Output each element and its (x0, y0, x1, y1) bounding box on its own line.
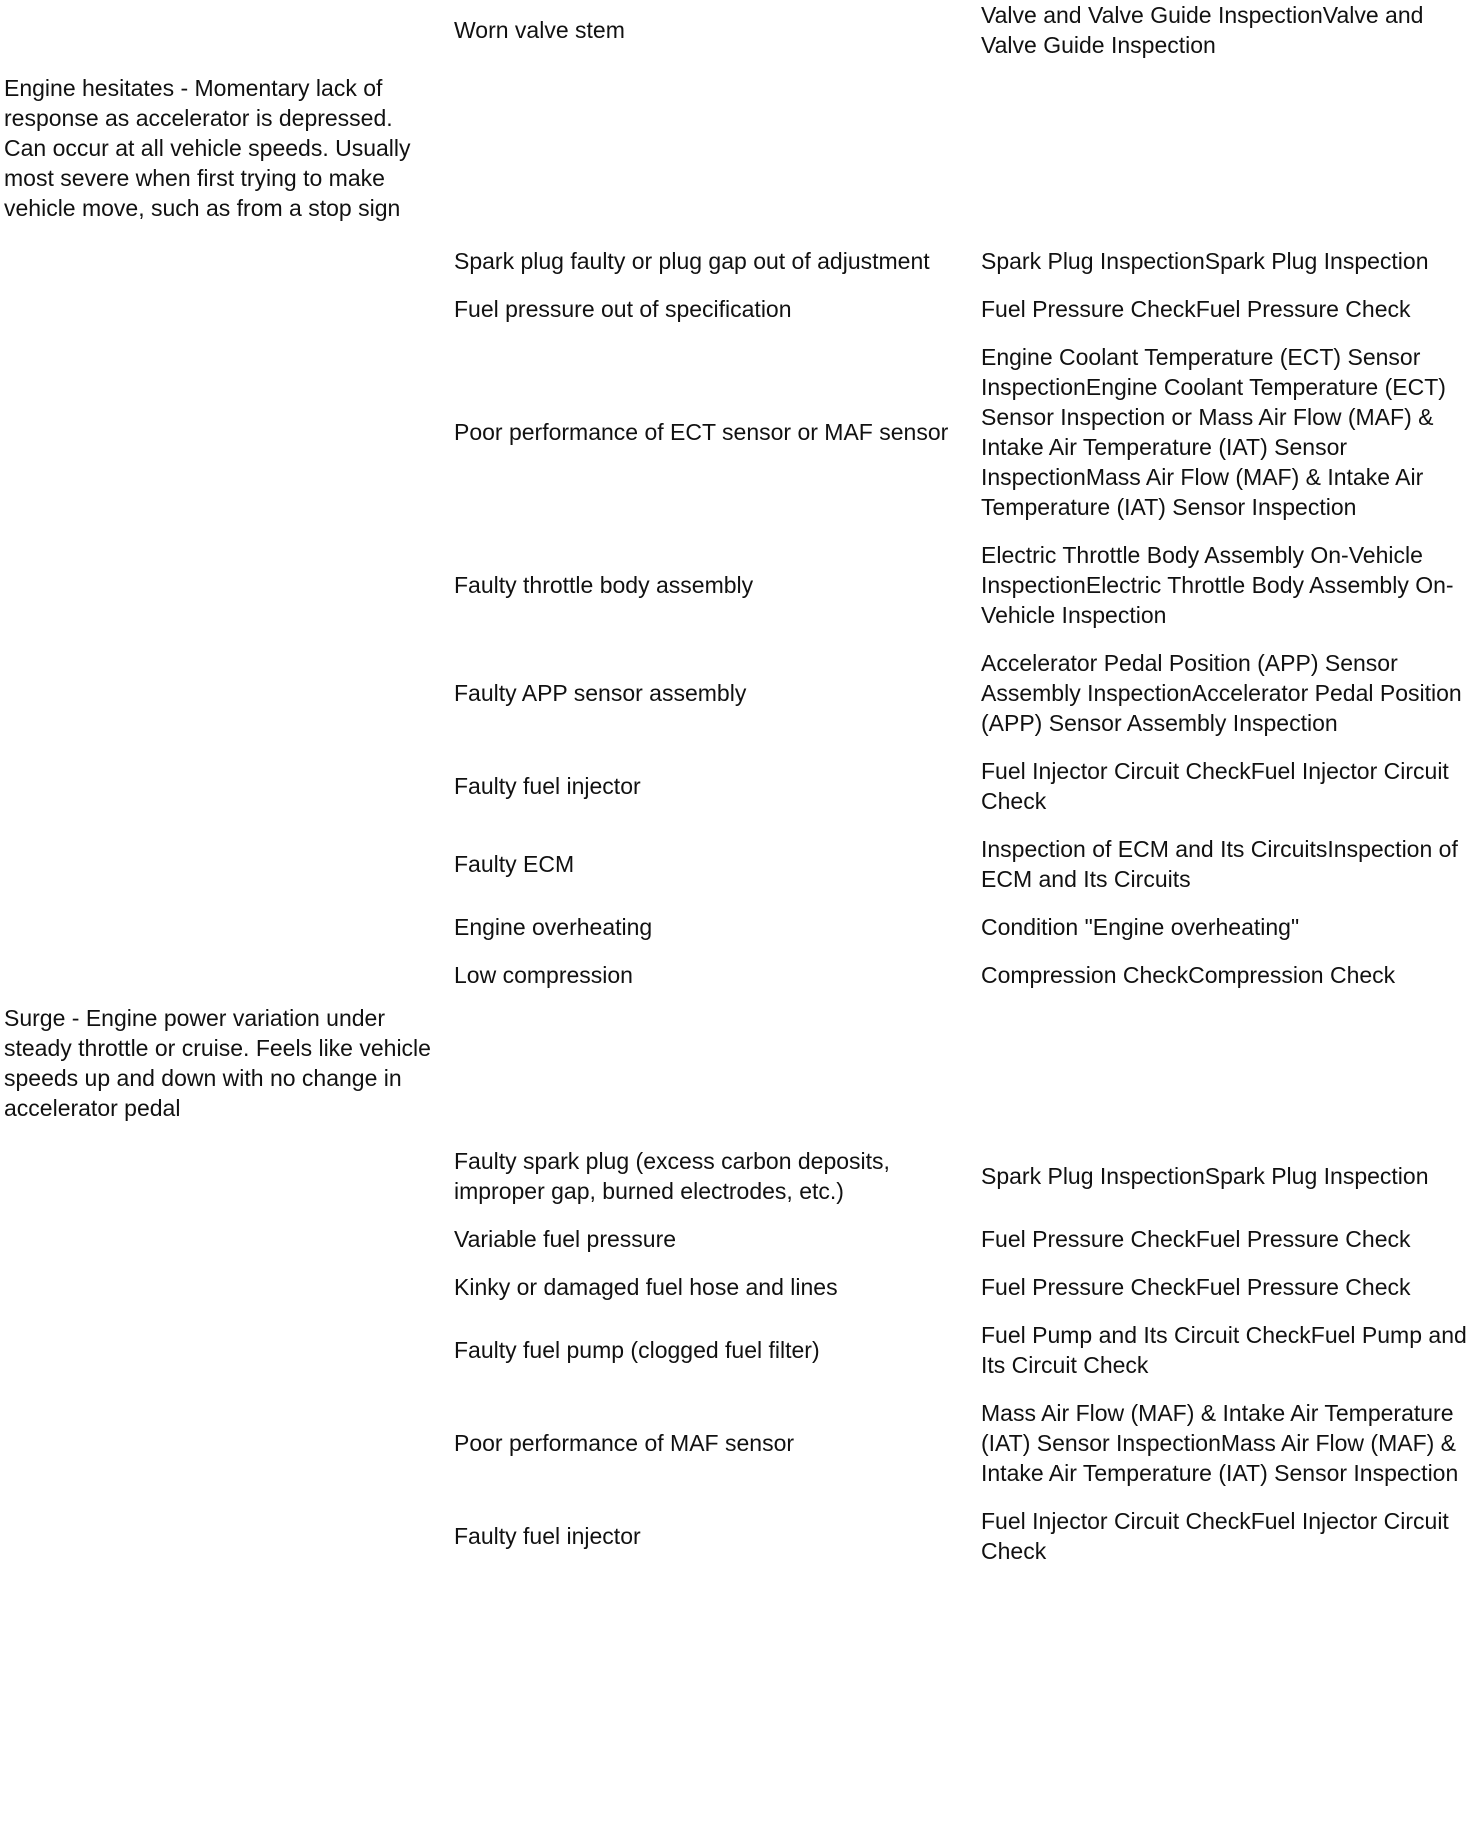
cause-cell: Spark plug faulty or plug gap out of adjustment (454, 248, 930, 274)
table-row (0, 1137, 1472, 1215)
cause-cell: Faulty fuel injector (454, 773, 641, 799)
table-row (0, 1389, 1472, 1497)
action-cell: Fuel Pump and Its Circuit CheckFuel Pump and Its Circuit Check (981, 1322, 1467, 1378)
cause-cell: Faulty APP sensor assembly (454, 680, 747, 706)
action-cell: Compression CheckCompression Check (981, 962, 1396, 988)
table-row (0, 903, 1472, 951)
table-row (0, 747, 1472, 825)
condition-row (0, 999, 1472, 1137)
condition-row (0, 69, 1472, 237)
cause-cell: Faulty fuel pump (clogged fuel filter) (454, 1337, 820, 1363)
table-row (0, 1215, 1472, 1263)
table-row (0, 1263, 1472, 1311)
table-row (0, 333, 1472, 531)
cause-cell: Engine overheating (454, 914, 653, 940)
action-cell: Fuel Injector Circuit CheckFuel Injector Circuit Check (981, 1508, 1449, 1564)
table-row (0, 1311, 1472, 1389)
condition-cell: Engine hesitates - Momentary lack of response as accelerator is depressed. Can occur at all vehicle speeds. Usually most severe when first trying to make vehicle move, such as from a stop sign (4, 75, 411, 221)
cause-cell: Poor performance of MAF sensor (454, 1430, 795, 1456)
action-cell: Engine Coolant Temperature (ECT) Sensor InspectionEngine Coolant Temperature (ECT) Sensor Inspection or Mass Air Flow (MAF) & Intake Air Temperature (IAT) Sensor InspectionMass Air Flow (MAF) & Intake Air Temperature (IAT) Sensor Inspection (981, 344, 1446, 520)
condition-cell (0, 30, 454, 39)
table-row (0, 285, 1472, 333)
action-cell: Inspection of ECM and Its CircuitsInspection of ECM and Its Circuits (981, 836, 1458, 892)
cause-cell: Poor performance of ECT sensor or MAF sensor (454, 419, 949, 445)
action-cell: Accelerator Pedal Position (APP) Sensor Assembly InspectionAccelerator Pedal Position (APP) Sensor Assembly Inspection (981, 650, 1462, 736)
action-cell: Valve and Valve Guide InspectionValve and Valve Guide Inspection (981, 2, 1424, 58)
table-row (0, 237, 1472, 285)
cause-cell: Faulty fuel injector (454, 1523, 641, 1549)
cause-cell: Faulty ECM (454, 851, 575, 877)
table-row (0, 531, 1472, 639)
action-cell: Fuel Pressure CheckFuel Pressure Check (981, 296, 1411, 322)
table-row (0, 825, 1472, 903)
cause-cell: Kinky or damaged fuel hose and lines (454, 1274, 838, 1300)
table-row (0, 639, 1472, 747)
action-cell: Condition "Engine overheating" (981, 914, 1300, 940)
table-row (0, 0, 1472, 69)
action-cell: Spark Plug InspectionSpark Plug Inspection (981, 248, 1429, 274)
cause-cell: Low compression (454, 962, 633, 988)
cause-cell: Fuel pressure out of specification (454, 296, 792, 322)
table-row (0, 1497, 1472, 1575)
cause-cell: Worn valve stem (454, 17, 625, 43)
action-cell: Fuel Pressure CheckFuel Pressure Check (981, 1226, 1411, 1252)
action-cell: Fuel Injector Circuit CheckFuel Injector Circuit Check (981, 758, 1449, 814)
cause-cell: Faulty throttle body assembly (454, 572, 754, 598)
cause-cell: Faulty spark plug (excess carbon deposits, improper gap, burned electrodes, etc.) (454, 1148, 890, 1204)
table-row (0, 951, 1472, 999)
action-cell: Fuel Pressure CheckFuel Pressure Check (981, 1274, 1411, 1300)
action-cell: Electric Throttle Body Assembly On-Vehicle InspectionElectric Throttle Body Assembly On-Vehicle Inspection (981, 542, 1454, 628)
action-cell: Spark Plug InspectionSpark Plug Inspection (981, 1163, 1429, 1189)
action-cell: Mass Air Flow (MAF) & Intake Air Temperature (IAT) Sensor InspectionMass Air Flow (MAF) & Intake Air Temperature (IAT) Sensor Inspection (981, 1400, 1459, 1486)
condition-cell: Surge - Engine power variation under steady throttle or cruise. Feels like vehicle speeds up and down with no change in accelerator pedal (4, 1005, 431, 1121)
cause-cell: Variable fuel pressure (454, 1226, 677, 1252)
